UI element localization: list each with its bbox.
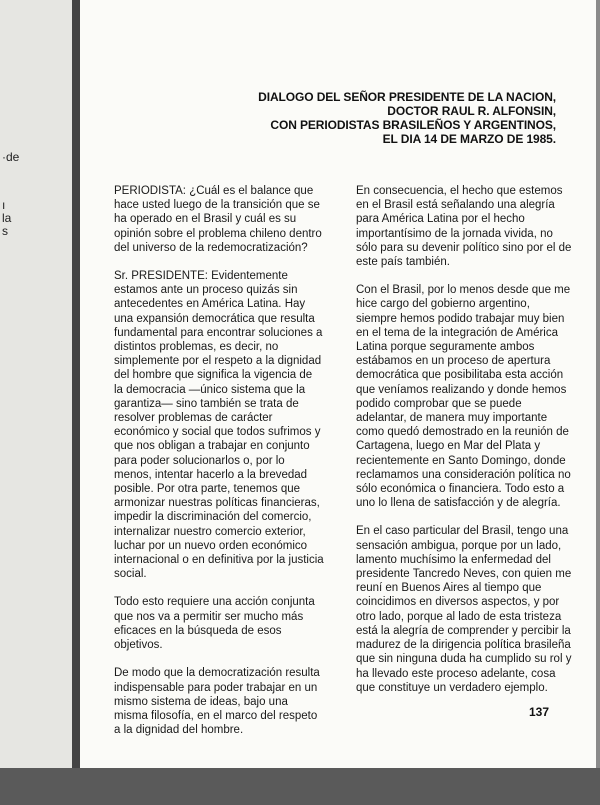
heading-line: DIALOGO DEL SEÑOR PRESIDENTE DE LA NACION, xyxy=(258,90,556,104)
paragraph: En consecuencia, el hecho que estemos en el Brasil está señalando una alegría para América Latina por el hecho importantísimo de la jornada vivida, no sólo para su devenir político sino por el de este país también. xyxy=(356,185,572,269)
facing-page-edge xyxy=(0,0,72,768)
page-number: 137 xyxy=(529,705,550,719)
facing-page-fragment: ı xyxy=(2,198,6,212)
paragraph: PERIODISTA: ¿Cuál es el balance que hace usted luego de la transición que se ha operado en el Brasil y cuál es su opinión sobre el problema chileno dentro del universo de la redemocratización? xyxy=(114,185,322,254)
heading-line: CON PERIODISTAS BRASILEÑOS Y ARGENTINOS, xyxy=(270,118,556,132)
heading-line: EL DIA 14 DE MARZO DE 1985. xyxy=(382,132,556,146)
heading-line: DOCTOR RAUL R. ALFONSIN, xyxy=(387,104,556,118)
facing-page-fragment: s xyxy=(2,224,8,238)
paragraph: En el caso particular del Brasil, tengo una sensación ambigua, porque por un lado, lamento muchísimo la enfermedad del presidente Tancredo Neves, con quien me reuní en Buenos Aires al tiempo que coincidimos en diversos aspectos, y por otro lado, porque al lado de esta tristeza está la alegría de comprender y percibir la madurez de la dirigencia política brasileña que sin ninguna duda ha cumplido su rol y ha llevado este proceso adelante, cosa que constituye un verdadero ejemplo. xyxy=(356,525,572,694)
book-gutter xyxy=(72,0,80,768)
page-edge-shadow xyxy=(596,0,600,768)
right-text-column xyxy=(356,184,572,709)
paragraph: Sr. PRESIDENTE: Evidentemente estamos ante un proceso quizás sin antecedentes en América Latina. Hay una expansión democrática que resulta fundamental para encontrar soluciones a distintos problemas, es decir, no simplemente por el respeto a la dignidad del hombre que significa la vigencia de la democracia —único sistema que la garantiza— sino también se trata de resolver problemas de carácter económico y social que todos sufrimos y que nos obligan a trabajar en conjunto para poder solucionarlos o, por lo menos, intentar hacerlo a la brevedad posible. Por otra parte, tenemos que armonizar nuestras políticas financieras, impedir la discriminación del comercio, internalizar nuestro comercio exterior, luchar por un nuevo orden económico internacional o en definitiva por la justicia social. xyxy=(114,270,324,581)
document-page xyxy=(80,0,600,768)
left-text-column xyxy=(114,184,324,751)
paragraph: Con el Brasil, por lo menos desde que me hice cargo del gobierno argentino, siempre hemos podido trabajar muy bien en el tema de la integración de América Latina porque seguramente ambos estábamos en un proceso de apertura democrática que posibilitaba esta acción que veníamos realizando y donde hemos podido comprobar que se puede adelantar, de manera muy importante como quedó demostrado en la reunión de Cartagena, luego en Mar del Plata y recientemente en Santo Domingo, donde reclamamos una consideración política no sólo económica o financiera. Todo esto a uno lo llena de satisfacción y de alegría. xyxy=(356,284,571,510)
scan-bottom-border xyxy=(0,765,600,805)
facing-page-fragment: ·de xyxy=(2,150,20,164)
paragraph: De modo que la democratización resulta indispensable para poder trabajar en un mismo sistema de ideas, bajo una misma filosofía, en el marco del respeto a la dignidad del hombre. xyxy=(114,667,320,737)
page-heading xyxy=(230,90,556,146)
paragraph: Todo esto requiere una acción conjunta que nos va a permitir ser mucho más eficaces en la búsqueda de esos objetivos. xyxy=(114,596,315,652)
facing-page-fragment: la xyxy=(2,211,12,225)
